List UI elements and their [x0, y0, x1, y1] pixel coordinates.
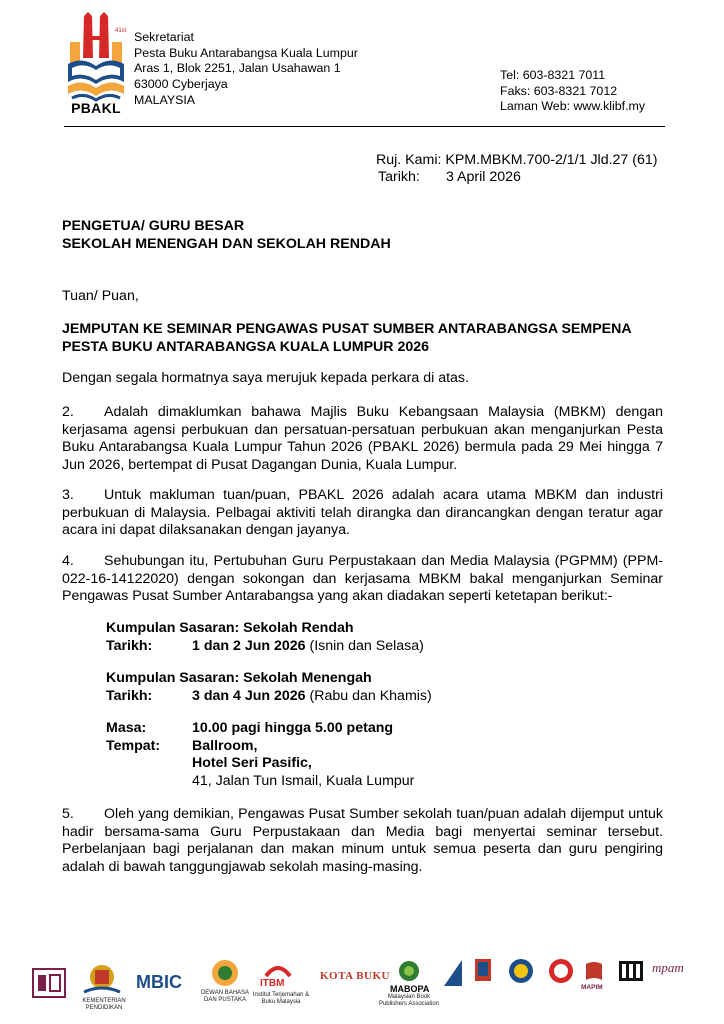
- paragraph-text: Untuk makluman tuan/puan, PBAKL 2026 adalah acara utama MBKM dan industri perbukuan di Malaysia. Pelbagai aktiviti telah dirangka dan dirancangkan dengan teratur agar acara ini dapat dilaksanakan dengan jayanya.: [62, 487, 663, 539]
- mabopa-logo: MABOPA: [390, 984, 430, 994]
- address-line: Pesta Buku Antarabangsa Kuala Lumpur: [134, 45, 358, 60]
- subject: JEMPUTAN KE SEMINAR PENGAWAS PUSAT SUMBER ANTARABANGSA SEMPENA PESTA BUKU ANTARABANGSA KUALA LUMPUR 2026: [62, 321, 632, 355]
- fax: Faks: 603-8321 7012: [500, 83, 618, 98]
- venue-line: Ballroom,: [192, 737, 258, 754]
- date-value: 3 April 2026: [446, 169, 521, 185]
- date-label: Tarikh:: [106, 687, 153, 704]
- mbkm-logo: [32, 968, 66, 998]
- details-menengah: [106, 670, 432, 705]
- pibm-logo: [548, 958, 574, 984]
- itbm-caption: Institut Terjemahan & Buku Malaysia: [252, 992, 310, 1005]
- paragraph-number: 5.: [62, 806, 74, 822]
- details-time-venue: [106, 720, 414, 790]
- dbp-caption: DEWAN BAHASA DAN PUSTAKA: [200, 990, 250, 1003]
- paragraph-number: 4.: [62, 553, 74, 569]
- date-value: 3 dan 4 Jun 2026: [192, 687, 306, 704]
- partner-logos: [28, 954, 708, 1014]
- phone: Tel: 603-8321 7011: [500, 68, 606, 82]
- mabopa-emblem: [398, 960, 420, 982]
- mabopa-caption: Malaysian Book Publishers Association: [378, 994, 440, 1007]
- paragraph-3: [62, 487, 663, 540]
- date-label: Tarikh:: [378, 169, 420, 185]
- intro-paragraph: Dengan segala hormatnya saya merujuk kepada perkara di atas.: [62, 370, 469, 386]
- address-line: Aras 1, Blok 2251, Jalan Usahawan 1: [134, 61, 341, 76]
- header-divider: [64, 126, 665, 127]
- kota-buku-logo: KOTA BUKU: [320, 970, 391, 982]
- sender-address: [134, 30, 358, 109]
- date-value: 1 dan 2 Jun 2026: [192, 637, 306, 654]
- logo-text: PBAKL: [71, 100, 121, 116]
- date-note: (Isnin dan Selasa): [305, 637, 424, 654]
- paragraph-number: 3.: [62, 487, 74, 503]
- itbm-logo: ITBM: [260, 978, 285, 989]
- paragraph-text: Sehubungan itu, Pertubuhan Guru Perpustakaan dan Media Malaysia (PGPMM) (PPM-022-16-14122020) dengan sokongan dan kerjasama MBKM bakal menganjurkan Seminar Pengawas Pusat Sumber Antarabangsa yang akan diadakan seperti ketetapan berikut:-: [62, 553, 663, 605]
- mapim-logo: MAPIM: [581, 984, 603, 991]
- piano-logo: [618, 960, 644, 982]
- reference-block: [376, 152, 658, 186]
- logo-edition: 41st: [115, 28, 127, 34]
- dbp-logo: [210, 958, 240, 988]
- website: Laman Web: www.klibf.my: [500, 99, 646, 114]
- paragraph-text: Adalah dimaklumkan bahawa Majlis Buku Kebangsaan Malaysia (MBKM) dengan kerjasama agensi perbukuan dan persatuan-persatuan perbukuan akan menganjurkan Pesta Buku Antarabangsa Kuala Lumpur Tahun 2026 (PBAKL 2026) bermula pada 29 Mei hingga 7 Jun 2026, bertempat di Pusat Dagangan Dunia, Kuala Lumpur.: [62, 404, 663, 473]
- details-rendah: [106, 620, 424, 655]
- paragraph-4: [62, 553, 663, 606]
- kpm-caption: KEMENTERIAN PENDIDIKAN: [82, 998, 126, 1011]
- addressee-line: SEKOLAH MENENGAH DAN SEKOLAH RENDAH: [62, 235, 391, 252]
- bookseller-logo: [474, 958, 492, 988]
- address-line: Sekretariat: [134, 30, 194, 44]
- paragraph-text: Oleh yang demikian, Pengawas Pusat Sumber sekolah tuan/puan adalah dijemput untuk hadir bersama-sama Guru Perpustakaan dan Media bagi menyertai seminar tersebut. Perbelanjaan bagi perjalanan dan makan minum untuk semua peserta dan guru pengiring adalah di bawah tanggungjawab sekolah masing-masing.: [62, 806, 663, 875]
- venue-address: 41, Jalan Tun Ismail, Kuala Lumpur: [192, 772, 415, 789]
- paragraph-2: [62, 404, 663, 474]
- address-line: 63000 Cyberjaya: [134, 77, 228, 92]
- venue-label: Tempat:: [106, 737, 161, 754]
- contact-info: [500, 68, 645, 115]
- group-label: Kumpulan Sasaran: Sekolah Rendah: [106, 620, 354, 636]
- time-value: 10.00 pagi hingga 5.00 petang: [192, 720, 394, 736]
- group-label: Kumpulan Sasaran: Sekolah Menengah: [106, 670, 372, 686]
- itbm-emblem: [264, 960, 292, 978]
- mpam-logo: mpam: [652, 960, 684, 975]
- msa-logo: [442, 958, 464, 988]
- publisher-assoc-logo: [508, 958, 534, 984]
- mbic-logo: MBIC: [136, 972, 182, 992]
- addressee-line: PENGETUA/ GURU BESAR: [62, 218, 245, 234]
- reference-number: Ruj. Kami: KPM.MBKM.700-2/1/1 Jld.27 (61): [376, 152, 658, 168]
- kpm-crest: [80, 962, 124, 996]
- paragraph-5: [62, 806, 663, 876]
- date-note: (Rabu dan Khamis): [305, 687, 432, 704]
- mapim-emblem: [584, 960, 604, 982]
- address-line: MALAYSIA: [134, 92, 196, 107]
- time-label: Masa:: [106, 720, 147, 736]
- date-label: Tarikh:: [106, 637, 153, 654]
- paragraph-number: 2.: [62, 404, 74, 420]
- addressee: [62, 218, 663, 253]
- salutation: Tuan/ Puan,: [62, 288, 139, 304]
- venue-line: Hotel Seri Pasific,: [192, 755, 312, 772]
